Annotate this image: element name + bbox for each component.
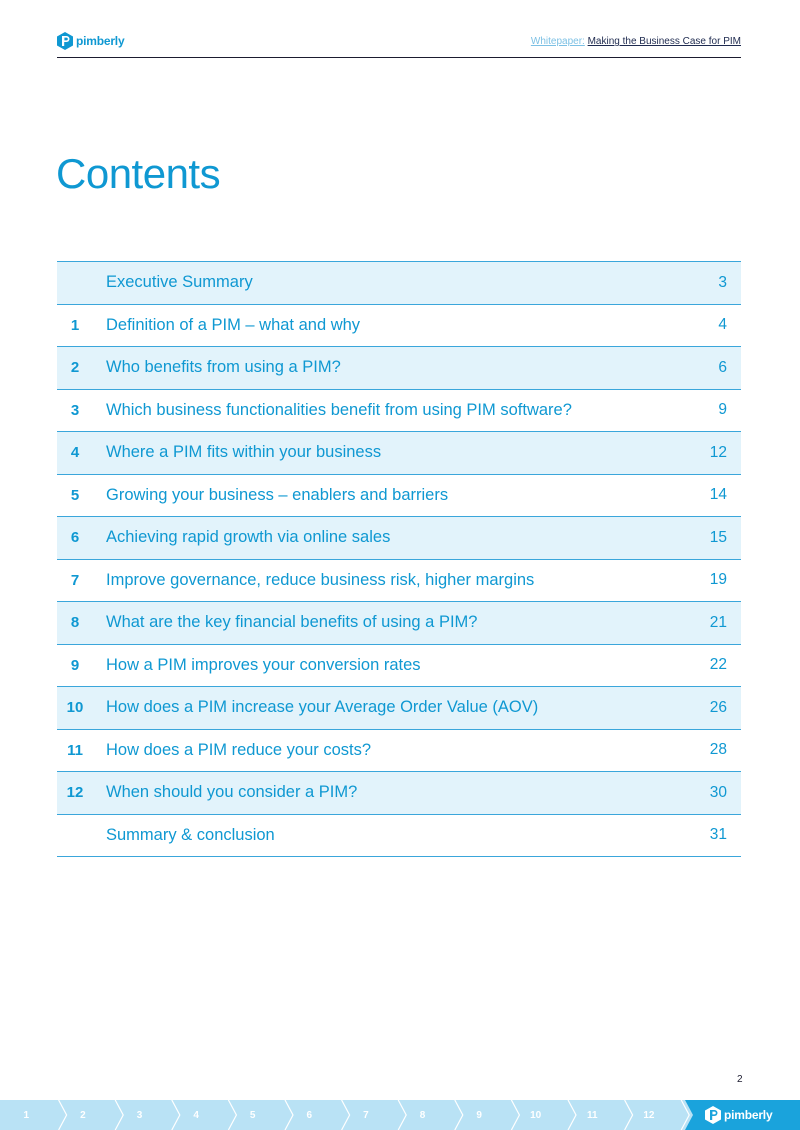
toc-row[interactable] xyxy=(57,432,741,475)
toc-row[interactable] xyxy=(57,560,741,603)
toc-section-title[interactable]: What are the key financial benefits of using a PIM? xyxy=(106,613,478,632)
toc-section-number: 6 xyxy=(70,529,80,547)
toc-row[interactable] xyxy=(57,602,741,645)
toc-page-number: 3 xyxy=(718,273,727,291)
footer-nav-item[interactable]: 7 xyxy=(363,1109,369,1121)
toc-section-number: 3 xyxy=(70,401,80,419)
toc-section-title[interactable]: Where a PIM fits within your business xyxy=(106,443,382,462)
toc-section-title[interactable]: Executive Summary xyxy=(106,273,253,292)
toc-page-number: 26 xyxy=(709,698,727,716)
toc-section-number: 10 xyxy=(66,699,84,717)
footer-nav-item[interactable]: 8 xyxy=(419,1109,426,1121)
page-number: 2 xyxy=(737,1074,743,1085)
toc-section-title[interactable]: When should you consider a PIM? xyxy=(106,783,358,802)
toc-section-number: 11 xyxy=(67,741,83,759)
page-header xyxy=(57,30,741,58)
footer-nav-item[interactable]: 1 xyxy=(23,1109,30,1121)
toc-section-number: 2 xyxy=(70,359,80,377)
pimberly-logo[interactable] xyxy=(57,32,124,50)
footer-nav-item[interactable]: 9 xyxy=(476,1109,482,1121)
toc-page-number: 15 xyxy=(709,528,727,546)
footer-pimberly-logo[interactable] xyxy=(705,1106,772,1124)
toc-section-title[interactable]: How a PIM improves your conversion rates xyxy=(106,655,421,674)
toc-row[interactable] xyxy=(57,305,741,348)
pimberly-logo-icon xyxy=(57,32,73,50)
toc-row[interactable] xyxy=(57,645,741,688)
toc-row[interactable] xyxy=(57,475,741,518)
toc-section-title[interactable]: How does a PIM reduce your costs? xyxy=(106,740,372,759)
toc-page-number: 30 xyxy=(709,783,727,801)
toc-page-number: 21 xyxy=(709,613,727,631)
footer-brand-name: pimberly xyxy=(724,1108,773,1122)
toc-section-number: 1 xyxy=(70,316,80,334)
toc-page-number: 28 xyxy=(709,741,727,759)
document-reference[interactable] xyxy=(531,36,741,47)
footer-nav-item[interactable]: 3 xyxy=(136,1109,143,1121)
brand-name: pimberly xyxy=(76,34,125,48)
toc-row[interactable] xyxy=(57,517,741,560)
footer-nav-item[interactable]: 4 xyxy=(193,1109,199,1121)
footer-nav-item[interactable]: 10 xyxy=(530,1109,542,1121)
footer-nav-item[interactable]: 6 xyxy=(306,1109,313,1121)
toc-section-number xyxy=(57,815,93,857)
footer-nav-item[interactable]: 5 xyxy=(249,1109,256,1121)
toc-section-number xyxy=(57,262,93,304)
footer-nav-item[interactable]: 11 xyxy=(587,1109,598,1121)
toc-row[interactable] xyxy=(57,262,741,305)
toc-row[interactable] xyxy=(57,687,741,730)
toc-page-number: 19 xyxy=(709,571,727,589)
toc-section-number: 9 xyxy=(70,656,80,674)
footer-navigation xyxy=(0,1100,800,1130)
footer-logo-icon xyxy=(705,1106,721,1124)
toc-page-number: 9 xyxy=(718,401,727,419)
toc-section-title[interactable]: Achieving rapid growth via online sales xyxy=(106,528,391,547)
toc-page-number: 12 xyxy=(709,443,727,461)
toc-section-title[interactable]: How does a PIM increase your Average Order Value (AOV) xyxy=(106,698,539,717)
toc-row[interactable] xyxy=(57,390,741,433)
toc-section-number: 4 xyxy=(70,444,80,462)
toc-section-number: 5 xyxy=(70,486,80,504)
toc-section-title[interactable]: Growing your business – enablers and barriers xyxy=(106,485,449,504)
doc-ref-title: Making the Business Case for PIM xyxy=(587,36,741,47)
doc-ref-prefix: Whitepaper: xyxy=(530,36,585,47)
toc-section-title[interactable]: Which business functionalities benefit from using PIM software? xyxy=(106,400,572,419)
toc-page-number: 6 xyxy=(718,358,727,376)
toc-row[interactable] xyxy=(57,730,741,773)
toc-page-number: 14 xyxy=(709,486,727,504)
footer-nav-item[interactable]: 2 xyxy=(80,1109,86,1121)
toc-section-title[interactable]: Definition of a PIM – what and why xyxy=(106,315,361,334)
toc-section-number: 12 xyxy=(66,784,84,802)
toc-page-number: 22 xyxy=(709,656,727,674)
toc-row[interactable] xyxy=(57,815,741,858)
toc-section-number: 7 xyxy=(70,571,80,589)
toc-section-number: 8 xyxy=(70,614,80,632)
toc-row[interactable] xyxy=(57,347,741,390)
toc-row[interactable] xyxy=(57,772,741,815)
toc-section-title[interactable]: Improve governance, reduce business risk, higher margins xyxy=(106,570,535,589)
toc-page-number: 4 xyxy=(718,316,727,334)
page-title: Contents xyxy=(56,150,221,197)
toc-section-title[interactable]: Who benefits from using a PIM? xyxy=(106,358,341,377)
toc-section-title[interactable]: Summary & conclusion xyxy=(106,825,275,844)
footer-nav-item[interactable]: 12 xyxy=(643,1109,655,1121)
table-of-contents xyxy=(57,261,741,857)
toc-page-number: 31 xyxy=(709,826,727,844)
